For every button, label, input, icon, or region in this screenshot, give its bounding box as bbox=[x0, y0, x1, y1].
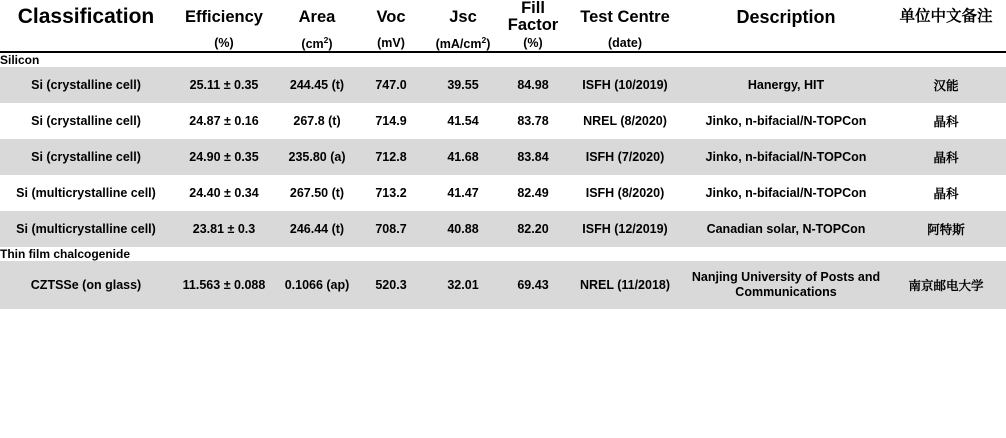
cell-efficiency: 24.90 ± 0.35 bbox=[172, 139, 276, 175]
header-voc: Voc bbox=[376, 7, 406, 26]
unit-fill-factor: (%) bbox=[523, 35, 543, 50]
cell-jsc: 32.01 bbox=[424, 261, 502, 309]
cell-jsc: 39.55 bbox=[424, 67, 502, 103]
cell-test-centre: ISFH (10/2019) bbox=[564, 67, 686, 103]
cell-voc: 714.9 bbox=[358, 103, 424, 139]
unit-area: $(cm^2)$ bbox=[301, 34, 333, 51]
cell-voc: 712.8 bbox=[358, 139, 424, 175]
cell-classification: Si (multicrystalline cell) bbox=[0, 175, 172, 211]
cell-area: 244.45 (t) bbox=[276, 67, 358, 103]
table-body bbox=[0, 53, 1006, 309]
cell-classification: CZTSSe (on glass) bbox=[0, 261, 172, 309]
cell-test-centre: ISFH (8/2020) bbox=[564, 175, 686, 211]
cell-jsc: 41.68 bbox=[424, 139, 502, 175]
cell-efficiency: 25.11 ± 0.35 bbox=[172, 67, 276, 103]
unit-voc: (mV) bbox=[377, 35, 405, 50]
cell-voc: 747.0 bbox=[358, 67, 424, 103]
cell-jsc: 41.47 bbox=[424, 175, 502, 211]
cell-jsc: 40.88 bbox=[424, 211, 502, 247]
cell-test-centre: ISFH (7/2020) bbox=[564, 139, 686, 175]
cell-description: Jinko, n-bifacial/N-TOPCon bbox=[686, 103, 886, 139]
table-row[interactable] bbox=[0, 261, 1006, 309]
section-header-row bbox=[0, 53, 1006, 67]
cell-description: Jinko, n-bifacial/N-TOPCon bbox=[686, 175, 886, 211]
cell-note-cn: 阿特斯 bbox=[886, 211, 1006, 247]
unit-description bbox=[686, 35, 886, 51]
unit-note-cn bbox=[886, 35, 1006, 51]
cell-efficiency: 23.81 ± 0.3 bbox=[172, 211, 276, 247]
cell-note-cn: 晶科 bbox=[886, 103, 1006, 139]
header-note-cn: 单位中文备注 bbox=[899, 8, 993, 26]
cell-note-cn: 晶科 bbox=[886, 175, 1006, 211]
cell-fill-factor: 83.84 bbox=[502, 139, 564, 175]
table-header bbox=[0, 0, 1006, 53]
header-efficiency: Efficiency bbox=[185, 7, 263, 26]
header-fill-factor: Fill Factor bbox=[507, 0, 559, 35]
header-test-centre: Test Centre bbox=[580, 7, 670, 26]
cell-description: Hanergy, HIT bbox=[686, 67, 886, 103]
cell-voc: 708.7 bbox=[358, 211, 424, 247]
cell-note-cn: 南京邮电大学 bbox=[886, 261, 1006, 309]
table-row[interactable] bbox=[0, 67, 1006, 103]
cell-voc: 520.3 bbox=[358, 261, 424, 309]
cell-area: 267.8 (t) bbox=[276, 103, 358, 139]
header-row-labels bbox=[0, 0, 1006, 35]
unit-jsc: $(mA/cm^2)$ bbox=[435, 34, 491, 51]
cell-fill-factor: 69.43 bbox=[502, 261, 564, 309]
header-area: Area bbox=[298, 7, 336, 26]
cell-classification: Si (crystalline cell) bbox=[0, 103, 172, 139]
cell-fill-factor: 83.78 bbox=[502, 103, 564, 139]
cell-note-cn: 晶科 bbox=[886, 139, 1006, 175]
cell-efficiency: 11.563 ± 0.088 bbox=[172, 261, 276, 309]
unit-efficiency: (%) bbox=[214, 35, 234, 50]
table-row[interactable] bbox=[0, 211, 1006, 247]
header-row-units bbox=[0, 35, 1006, 51]
table-row[interactable] bbox=[0, 139, 1006, 175]
header-description: Description bbox=[736, 6, 836, 27]
header-jsc: Jsc bbox=[449, 7, 477, 26]
cell-jsc: 41.54 bbox=[424, 103, 502, 139]
unit-classification bbox=[0, 35, 172, 51]
cell-classification: Si (crystalline cell) bbox=[0, 67, 172, 103]
cell-area: 267.50 (t) bbox=[276, 175, 358, 211]
cell-voc: 713.2 bbox=[358, 175, 424, 211]
section-header-row bbox=[0, 247, 1006, 261]
cell-fill-factor: 82.49 bbox=[502, 175, 564, 211]
table-row[interactable] bbox=[0, 103, 1006, 139]
cell-efficiency: 24.40 ± 0.34 bbox=[172, 175, 276, 211]
table-row[interactable] bbox=[0, 175, 1006, 211]
cell-area: 246.44 (t) bbox=[276, 211, 358, 247]
cell-description: Nanjing University of Posts and Communications bbox=[686, 261, 886, 309]
cell-classification: Si (crystalline cell) bbox=[0, 139, 172, 175]
cell-test-centre: NREL (11/2018) bbox=[564, 261, 686, 309]
cell-note-cn: 汉能 bbox=[886, 67, 1006, 103]
cell-fill-factor: 84.98 bbox=[502, 67, 564, 103]
header-classification: Classification bbox=[17, 5, 155, 29]
cell-area: 0.1066 (ap) bbox=[276, 261, 358, 309]
cell-fill-factor: 82.20 bbox=[502, 211, 564, 247]
cell-description: Jinko, n-bifacial/N-TOPCon bbox=[686, 139, 886, 175]
cell-test-centre: NREL (8/2020) bbox=[564, 103, 686, 139]
section-title-silicon: Silicon bbox=[0, 53, 1006, 67]
cell-description: Canadian solar, N-TOPCon bbox=[686, 211, 886, 247]
section-title-thin-film-chalcogenide: Thin film chalcogenide bbox=[0, 247, 1006, 261]
unit-test-centre: (date) bbox=[607, 35, 643, 50]
cell-area: 235.80 (a) bbox=[276, 139, 358, 175]
cell-classification: Si (multicrystalline cell) bbox=[0, 211, 172, 247]
cell-efficiency: 24.87 ± 0.16 bbox=[172, 103, 276, 139]
cell-test-centre: ISFH (12/2019) bbox=[564, 211, 686, 247]
